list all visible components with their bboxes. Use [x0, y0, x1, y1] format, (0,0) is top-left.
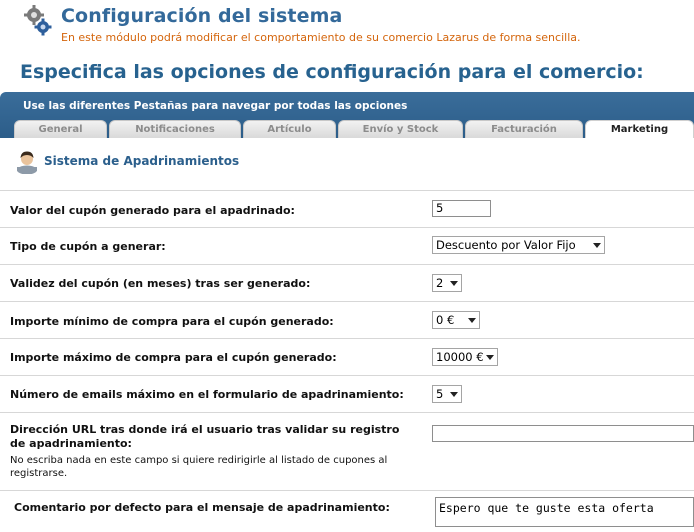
main-heading: Especifica las opciones de configuración para el comercio:	[20, 61, 644, 83]
tab-envio-stock[interactable]: Envío y Stock	[338, 120, 463, 138]
tab-facturacion[interactable]: Facturación	[465, 120, 583, 138]
form-row	[0, 412, 694, 491]
coupon-validity-value: 2	[436, 276, 444, 290]
chevron-down-icon	[468, 318, 476, 323]
chevron-down-icon	[450, 281, 458, 286]
coupon-validity-label: Validez del cupón (en meses) tras ser generado:	[10, 277, 311, 290]
default-comment-textarea[interactable]: Espero que te guste esta oferta	[435, 497, 694, 527]
max-amount-select[interactable]	[432, 348, 498, 366]
page-subtitle: En este módulo podrá modificar el comportamiento de su comercio Lazarus de forma sencilla.	[61, 31, 581, 44]
tab-notificaciones[interactable]: Notificaciones	[109, 120, 241, 138]
page-title: Configuración del sistema	[61, 5, 343, 27]
redirect-url-hint: No escriba nada en este campo si quiere redirigirle al listado de cupones al registrarse.	[10, 455, 388, 479]
tab-articulo[interactable]: Artículo	[243, 120, 336, 138]
redirect-url-label: Dirección URL tras donde irá el usuario tras validar su registro	[10, 423, 400, 436]
form-row	[0, 190, 694, 228]
tab-general[interactable]: General	[14, 120, 107, 138]
max-emails-select[interactable]	[432, 385, 462, 403]
form-row	[0, 227, 694, 265]
tab-bar	[0, 92, 694, 138]
form-row	[0, 264, 694, 302]
tab-bar-hint: Use las diferentes Pestañas para navegar por todas las opciones	[23, 100, 408, 112]
coupon-value-label: Valor del cupón generado para el apadrinado:	[10, 204, 295, 217]
chevron-down-icon	[486, 355, 494, 360]
max-emails-value: 5	[436, 387, 444, 401]
form-row	[0, 338, 694, 376]
section-title: Sistema de Apadrinamientos	[44, 154, 240, 168]
min-amount-value: 0 €	[436, 313, 455, 327]
form-row	[0, 375, 694, 413]
coupon-type-label: Tipo de cupón a generar:	[10, 240, 166, 253]
coupon-type-select[interactable]	[432, 236, 605, 254]
min-amount-label: Importe mínimo de compra para el cupón generado:	[10, 315, 334, 328]
section-header	[0, 138, 694, 190]
gear-icon	[22, 4, 52, 36]
coupon-validity-select[interactable]	[432, 274, 462, 292]
page-header	[0, 0, 694, 60]
coupon-value-input[interactable]: 5	[432, 200, 491, 217]
user-icon	[16, 150, 38, 174]
form-row	[0, 301, 694, 339]
default-comment-label: Comentario por defecto para el mensaje de apadrinamiento:	[14, 501, 390, 514]
max-emails-label: Número de emails máximo en el formulario de apadrinamiento:	[10, 388, 404, 401]
max-amount-value: 10000 €	[436, 350, 484, 364]
redirect-url-label-cont: de apadrinamiento:	[10, 437, 132, 450]
min-amount-select[interactable]	[432, 311, 480, 329]
tab-marketing[interactable]: Marketing	[585, 120, 694, 138]
chevron-down-icon	[450, 392, 458, 397]
redirect-url-input[interactable]	[432, 425, 694, 442]
coupon-type-value: Descuento por Valor Fijo	[436, 238, 576, 252]
chevron-down-icon	[593, 243, 601, 248]
max-amount-label: Importe máximo de compra para el cupón generado:	[10, 351, 337, 364]
